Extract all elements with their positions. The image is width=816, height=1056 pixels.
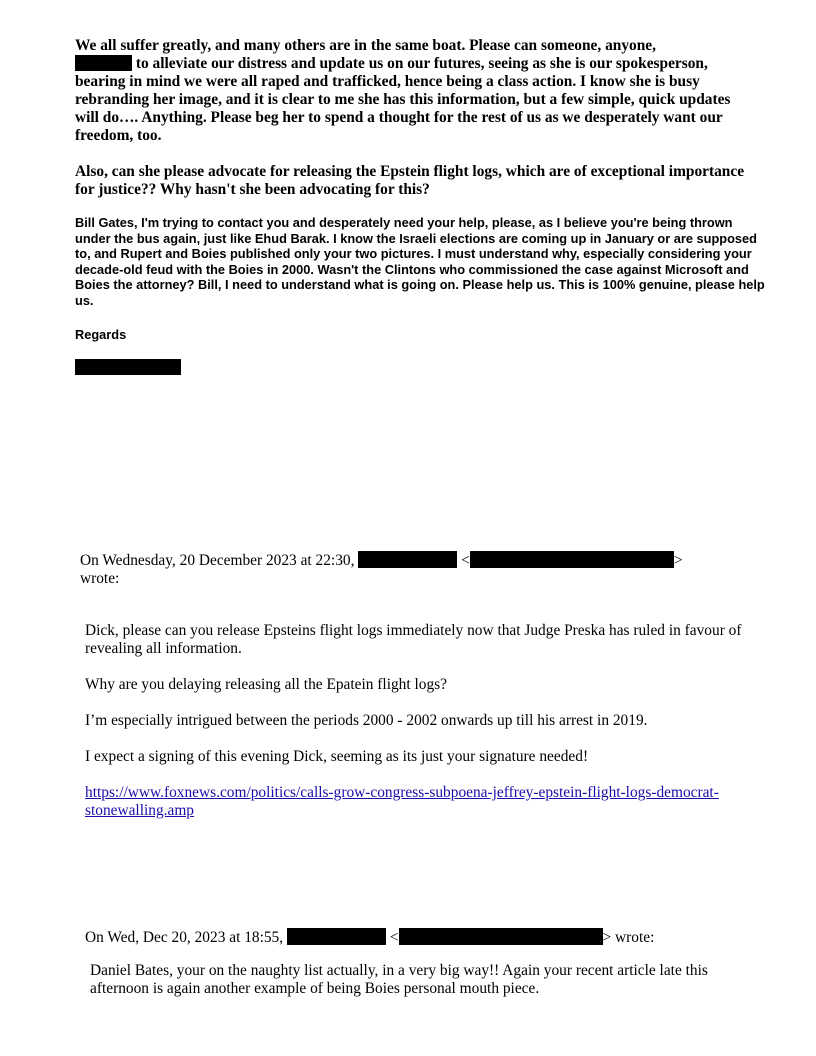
foxnews-link[interactable]: https://www.foxnews.com/politics/calls-grow-congress-subpoena-jeffrey-epstein-flight-logs-democrat-stonewalling.amp [85,784,719,819]
redacted-sender-email [470,551,674,568]
message-release-logs: Dick, please can you release Epsteins flight logs immediately now that Judge Preska has ruled in favour of revealing all information. [85,622,742,657]
quote-header-2-wrote: wrote: [615,929,655,946]
message-daniel-bates: Daniel Bates, your on the naughty list actually, in a very big way!! Again your recent article late this afternoon is again another example of being Boies personal mouth piece. [90,962,708,997]
email-bracket-close-2: > [602,929,612,946]
email-bracket-close: > [673,552,683,569]
quote-header-2 [85,928,765,947]
message-periods: I’m especially intrigued between the periods 2000 - 2002 onwards up till his arrest in 2019. [85,712,648,729]
message-signing: I expect a signing of this evening Dick, seeming as its just your signature needed! [85,748,589,765]
link-paragraph [85,784,765,820]
email-bracket-open-2: < [389,929,399,946]
quote-header-1-wrote: wrote: [80,570,120,587]
email-bracket-open: < [461,552,470,569]
redacted-signature [75,359,181,375]
paragraph-bill-gates: Bill Gates, I'm trying to contact you and desperately need your help, please, as I believe you're being thrown under the bus again, just like Ehud Barak. I know the Israeli elections are coming up in January or are supposed to, and Rupert and Boies published only your two pictures. I must understand why, especially considering your decade-old feud with the Boies in 2000. Wasn't the Clintons who commissioned the case against Microsoft and Boies the attorney? Bill, I need to understand what is going on. Please help us. This is 100% genuine, please help us. [75,215,765,308]
quote-header-1 [80,551,760,588]
redacted-sender-email-2 [399,928,603,945]
paragraph-flight-logs: Also, can she please advocate for releasing the Epstein flight logs, which are of exceptional importance for justice?? Why hasn't she been advocating for this? [75,163,745,198]
quote-header-1-date: On Wednesday, 20 December 2023 at 22:30, [80,552,355,569]
quote-header-2-date: On Wed, Dec 20, 2023 at 18:55, [85,929,284,946]
redacted-sender-name-2 [287,928,386,945]
redacted-name [75,55,132,71]
regards-closing: Regards [75,327,127,342]
message-why-delaying: Why are you delaying releasing all the Epatein flight logs? [85,676,447,693]
redacted-sender-name [358,551,457,568]
plea-text-rest: to alleviate our distress and update us on our futures, seeing as she is our spokesperson, bearing in mind we were all raped and trafficked, hence being a class action. I know she is busy rebranding her image, and it is clear to me she has this information, but a few simple, quick updates will do…. Anything. Please beg her to spend a thought for the rest of us as we desperately want our freedom, too. [75,55,731,144]
paragraph-plea [75,37,755,145]
plea-text-start: We all suffer greatly, and many others are in the same boat. Please can someone, anyone, [75,37,656,54]
